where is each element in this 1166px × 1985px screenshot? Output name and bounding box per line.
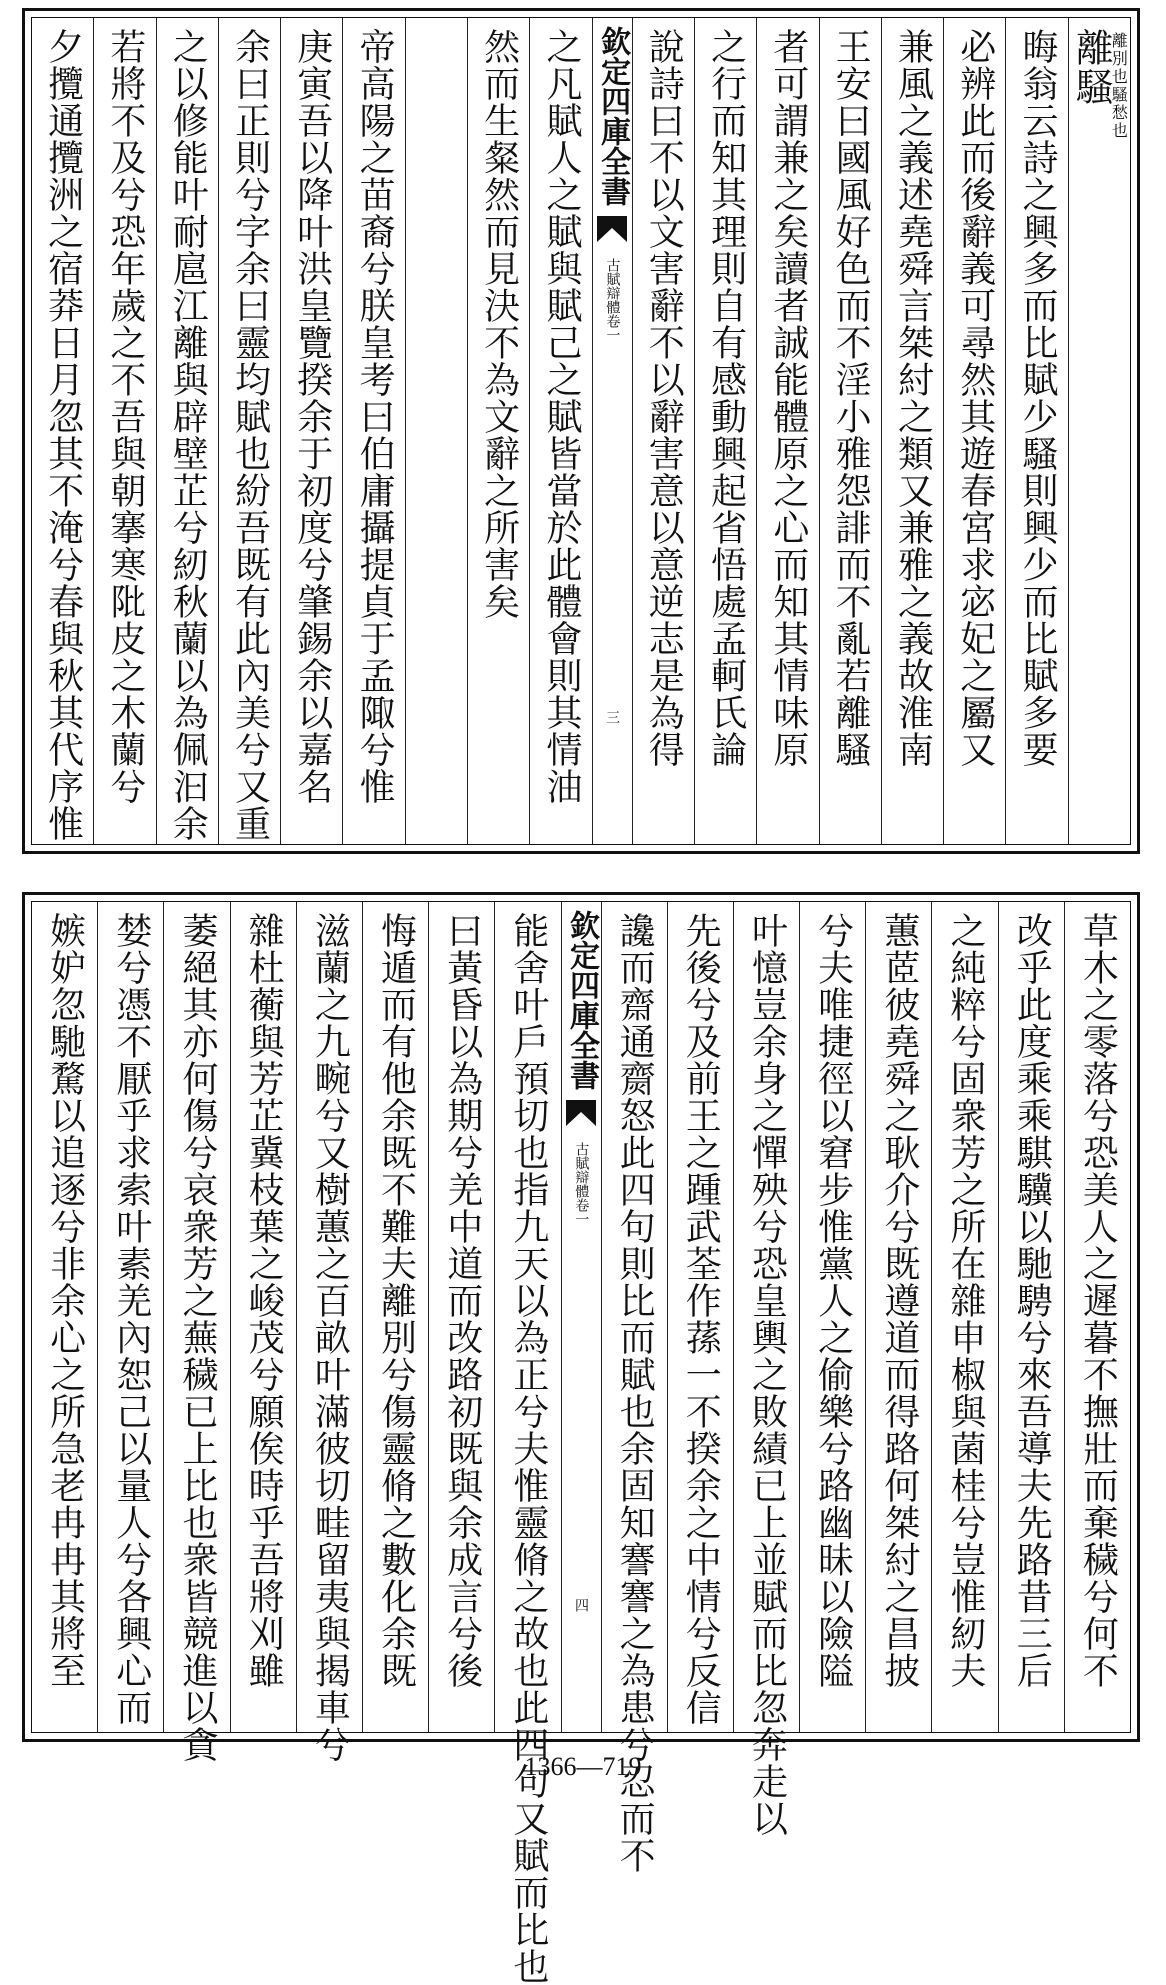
- column-text: 改乎此度乘乘騏驥以馳騁兮來吾導夫先路昔三后: [1011, 912, 1053, 1689]
- column-text: 夕攬通攬洲之宿莽日月忽其不淹兮春與秋其代序惟: [42, 28, 84, 842]
- page-number: 四: [573, 1598, 589, 1612]
- top-page-frame: [31, 17, 1131, 845]
- chapter-title-note: 離別也騷愁也: [1109, 32, 1129, 140]
- text-column: [799, 902, 865, 1732]
- text-column: [405, 18, 467, 844]
- volume-label: 卷一: [573, 1198, 590, 1226]
- chapter-title: 離騷: [1069, 28, 1114, 106]
- catalog-number: 1366—719: [524, 1752, 642, 1781]
- column-text: 先後兮及前王之踵武荃作蓀一不揆余之中情兮反信: [680, 912, 722, 1726]
- text-column: [943, 18, 1005, 844]
- text-column: [601, 902, 667, 1874]
- fish-tail-icon: [597, 216, 627, 242]
- column-text: 讒而齋通齌怒此四句則比而賦也余固知謇謇之為患兮忍而不: [614, 912, 656, 1874]
- text-column: [1068, 18, 1130, 844]
- column-text: 兮夫唯捷徑以窘步惟黨人之偷樂兮路幽昧以險隘: [812, 912, 854, 1689]
- text-column: [733, 902, 799, 1837]
- column-text: 萎絕其亦何傷兮哀衆芳之蕪穢已上比也衆皆競進以貪: [176, 912, 218, 1763]
- text-column: [32, 18, 93, 844]
- column-text: 之以修能叶耐扈江離與辟壁芷兮紉秋蘭以為佩汩余: [167, 28, 209, 842]
- text-column: [218, 18, 280, 844]
- text-column: [667, 902, 733, 1732]
- column-text: 帝高陽之苗裔兮朕皇考曰伯庸攝提貞于孟陬兮惟: [354, 28, 396, 805]
- center-margin: [561, 902, 601, 1732]
- text-column: [467, 18, 529, 844]
- column-text: 王安曰國風好色而不淫小雅怨誹而不亂若離騷: [830, 28, 872, 768]
- subtitle: 古賦辯體: [604, 258, 621, 314]
- text-column: [1005, 18, 1067, 844]
- text-column: [342, 18, 404, 844]
- text-column: [494, 902, 560, 1985]
- column-text: 雜杜蘅與芳芷冀枝葉之峻茂兮願俟時乎吾將刈雖: [243, 912, 285, 1689]
- text-column: [881, 18, 943, 844]
- text-column: [230, 902, 296, 1732]
- column-text: 者可謂兼之矣讀者誠能體原之心而知其情味原: [767, 28, 809, 768]
- column-text: 蕙茝彼堯舜之耿介兮既遵道而得路何桀紂之昌披: [878, 912, 920, 1689]
- column-text: 晦翁云詩之興多而比賦少騷則興少而比賦多要: [1017, 28, 1059, 768]
- text-column: [280, 18, 342, 844]
- column-text: 曰黃昏以為期兮羌中道而改路初既與余成言兮後: [441, 912, 483, 1689]
- text-column: [694, 18, 756, 844]
- text-column: [1064, 902, 1130, 1732]
- column-text: 之純粹兮固衆芳之所在雜申椒與菌桂兮豈惟紉夫: [945, 912, 987, 1689]
- column-text: 必辨此而後辭義可尋然其遊春宮求宓妃之屬又: [954, 28, 996, 768]
- center-margin: [592, 18, 632, 844]
- page-number: 三: [604, 710, 621, 724]
- text-column: [428, 902, 494, 1732]
- column-text: 婪兮憑不厭乎求索叶素羌內恕己以量人兮各興心而: [110, 912, 152, 1726]
- text-column: [529, 18, 591, 844]
- text-column: [97, 902, 163, 1732]
- text-column: [93, 18, 155, 844]
- text-column: [931, 902, 997, 1732]
- text-column: [632, 18, 694, 844]
- column-text: 能舍叶戶預切也指九天以為正兮夫惟靈脩之故也此四句又賦而比也: [507, 912, 549, 1985]
- text-column: [156, 18, 218, 844]
- text-column: [819, 18, 881, 844]
- book-title: 欽定四庫全書: [564, 910, 599, 1090]
- column-text: 若將不及兮恐年歲之不吾與朝搴寒阰皮之木蘭兮: [104, 28, 146, 805]
- column-text: 悔遁而有他余既不難夫離別兮傷靈脩之數化余既: [375, 912, 417, 1689]
- column-text: 之行而知其理則自有感動興起省悟處孟軻氏論: [705, 28, 747, 768]
- text-column: [998, 902, 1064, 1732]
- column-text: 之凡賦人之賦與賦己之賦皆當於此體會則其情油: [540, 28, 582, 805]
- text-column: [865, 902, 931, 1732]
- top-page: [22, 8, 1140, 854]
- column-text: 兼風之義述堯舜言桀紂之類又兼雅之義故淮南: [892, 28, 934, 768]
- text-column: [296, 902, 362, 1763]
- text-column: [756, 18, 818, 844]
- column-text: 滋蘭之九畹兮又樹蕙之百畝叶滿彼切畦留夷與揭車兮: [309, 912, 351, 1763]
- fish-tail-icon: [566, 1100, 596, 1126]
- volume-label: 卷一: [604, 314, 621, 342]
- book-title: 欽定四庫全書: [595, 26, 631, 206]
- column-text: 叶憶豈余身之憚殃兮恐皇輿之敗績已上並賦而比忽奔走以: [746, 912, 788, 1837]
- column-text: 然而生粲然而見決不為文辭之所害矣: [478, 28, 520, 620]
- subtitle: 古賦辯體: [573, 1142, 590, 1198]
- column-text: 嫉妒忽馳騖以追逐兮非余心之所急老冉冉其將至: [44, 912, 86, 1689]
- text-column: [163, 902, 229, 1763]
- text-column: [362, 902, 428, 1732]
- column-text: 庚寅吾以降叶洪皇覽揆余于初度兮肇錫余以嘉名: [291, 28, 333, 805]
- column-text: 余曰正則兮字余曰靈均賦也紛吾既有此內美兮又重: [229, 28, 271, 842]
- text-column: [32, 902, 97, 1732]
- column-text: 草木之零落兮恐美人之遲暮不撫壯而棄穢兮何不: [1077, 912, 1119, 1689]
- column-text: 說詩曰不以文害辭不以辭害意以意逆志是為得: [643, 28, 685, 768]
